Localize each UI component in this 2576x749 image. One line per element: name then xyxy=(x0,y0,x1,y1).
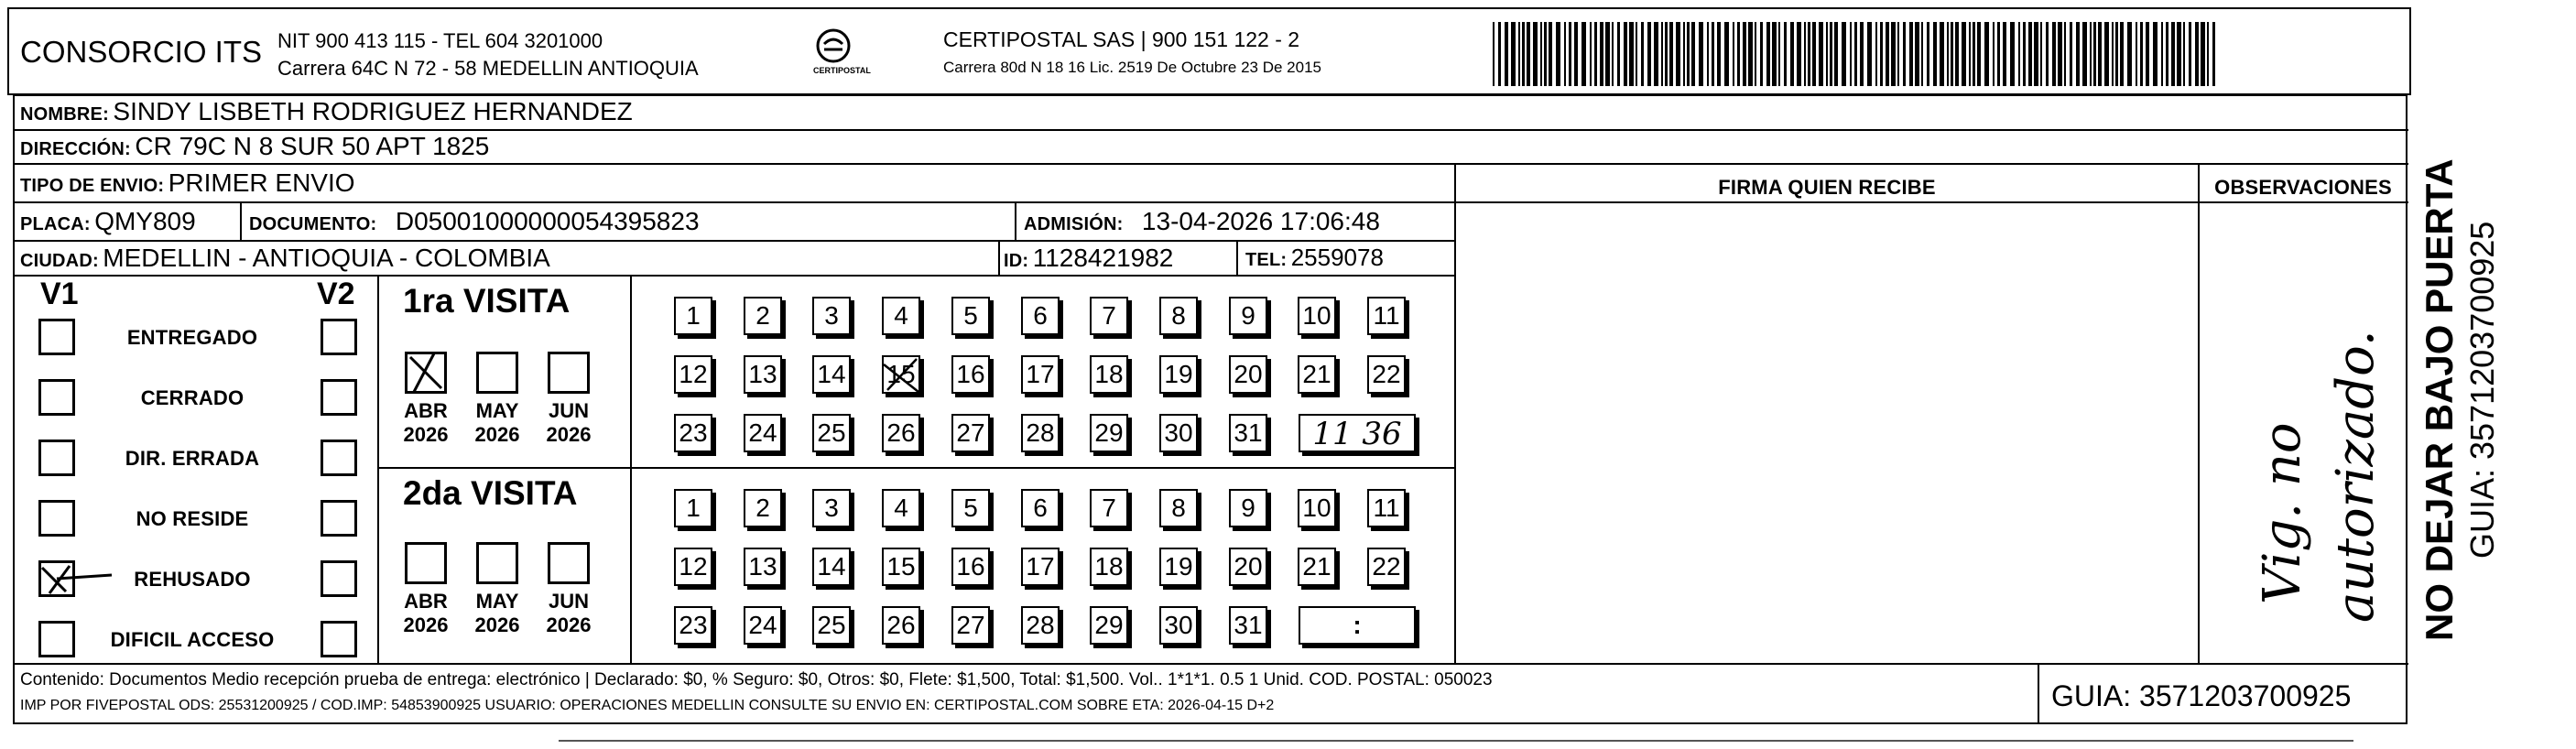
second-visit-title: 2da VISITA xyxy=(403,474,578,512)
company-name: CONSORCIO ITS xyxy=(20,35,263,69)
admission-value: 13-04-2026 17:06:48 xyxy=(1141,207,1380,235)
plate-label: PLACA: xyxy=(20,214,91,234)
barcode-bar xyxy=(1784,22,1787,86)
day-box[interactable]: 24 xyxy=(744,606,782,645)
barcode-bar xyxy=(1969,22,1971,86)
col-line xyxy=(630,275,632,663)
day-box[interactable]: 17 xyxy=(1021,355,1060,394)
barcode-bar xyxy=(2023,22,2026,86)
day-box[interactable]: 29 xyxy=(1090,414,1128,452)
row-line xyxy=(13,240,1456,242)
barcode-bar xyxy=(1544,22,1547,86)
month-label: JUN xyxy=(548,399,589,422)
barcode-bar xyxy=(1533,22,1538,86)
day-box[interactable]: 20 xyxy=(1229,355,1267,394)
barcode-bar xyxy=(1612,22,1614,86)
tel-label: TEL: xyxy=(1245,250,1288,270)
footer-content: Contenido: Documentos Medio recepción prueba de entrega: electrónico | Declarado: $0, % Seguro: $0, Otros: $0, Flete: $1,500, Total: $1,500. Vol.. 1*1*1. 0.5 1 Unid. COD. POSTAL: 050023 xyxy=(20,670,1493,689)
day-box[interactable]: 20 xyxy=(1229,548,1267,586)
barcode-bar xyxy=(1549,22,1552,86)
admission-label: ADMISIÓN: xyxy=(1024,214,1124,234)
day-box[interactable]: 14 xyxy=(812,355,851,394)
barcode-bar xyxy=(1984,22,1989,86)
col-line xyxy=(2198,163,2200,663)
second-visit-time[interactable] xyxy=(1299,606,1416,645)
barcode-bar xyxy=(2136,22,2137,86)
day-box[interactable]: 21 xyxy=(1298,548,1336,586)
admission-row xyxy=(1024,207,1380,236)
day-box[interactable]: 2 xyxy=(744,297,782,335)
barcode-bar xyxy=(1748,22,1753,86)
day-box[interactable]: 15 xyxy=(882,355,920,394)
col-line xyxy=(998,240,1000,275)
address-row xyxy=(20,132,489,161)
row-line xyxy=(13,275,1456,277)
month-checkbox[interactable] xyxy=(548,542,590,584)
plate-row xyxy=(20,207,196,236)
barcode-bar xyxy=(2212,22,2215,86)
year-label: 2026 xyxy=(403,613,449,636)
address-value: CR 79C N 8 SUR 50 APT 1825 xyxy=(135,132,490,160)
barcode-bar xyxy=(2034,22,2038,86)
document-row xyxy=(249,207,700,236)
bottom-rule xyxy=(559,740,2353,742)
day-box[interactable]: 16 xyxy=(951,355,990,394)
barcode-bar xyxy=(1927,22,1929,86)
day-box[interactable]: 16 xyxy=(951,548,990,586)
barcode-bar xyxy=(2076,22,2080,86)
status-v2-checkbox[interactable] xyxy=(321,560,357,597)
barcode-bar xyxy=(1834,22,1838,86)
col-line xyxy=(2038,663,2039,724)
barcode-bar xyxy=(1624,22,1627,86)
status-label: DIR. ERRADA xyxy=(125,447,260,470)
document-label: DOCUMENTO: xyxy=(249,214,377,234)
footer-guia: GUIA: 3571203700925 xyxy=(2051,679,2352,712)
month-label: JUN xyxy=(548,590,589,613)
day-box[interactable]: 23 xyxy=(674,606,712,645)
barcode-bar xyxy=(2146,22,2149,86)
city-value: MEDELLIN - ANTIOQUIA - COLOMBIA xyxy=(103,244,550,272)
day-box[interactable]: 2 xyxy=(744,489,782,527)
observation-handwritten-2: autorizado. xyxy=(2326,330,2386,623)
barcode-bar xyxy=(1804,22,1806,86)
barcode-bar xyxy=(1772,22,1777,86)
barcode-bar xyxy=(1569,22,1571,86)
barcode-bar xyxy=(2112,22,2114,86)
document-value: D05001000000054395823 xyxy=(395,207,700,235)
barcode-bar xyxy=(1699,22,1703,86)
barcode-bar xyxy=(1527,22,1530,86)
month-label: ABR xyxy=(404,399,448,422)
barcode-bar xyxy=(2018,22,2020,86)
barcode-bar xyxy=(1951,22,1953,86)
year-label: 2026 xyxy=(474,613,520,636)
barcode-bar xyxy=(1724,22,1729,86)
day-box[interactable]: 8 xyxy=(1159,297,1198,335)
year-label: 2026 xyxy=(403,423,449,446)
first-visit-title: 1ra VISITA xyxy=(403,282,571,320)
barcode-bar xyxy=(1691,22,1695,86)
company-address: Carrera 64C N 72 - 58 MEDELLIN ANTIOQUIA xyxy=(277,57,699,80)
barcode-bar xyxy=(1997,22,2000,86)
barcode-bar xyxy=(1641,22,1644,86)
day-box[interactable]: 11 xyxy=(1367,297,1406,335)
barcode-bar xyxy=(2098,22,2102,86)
day-box[interactable]: 30 xyxy=(1159,606,1198,645)
barcode-bar xyxy=(1880,22,1883,86)
month-label: MAY xyxy=(475,590,519,613)
status-v1-checkbox[interactable] xyxy=(38,440,75,476)
barcode-bar xyxy=(1733,22,1734,86)
barcode-bar xyxy=(1581,22,1586,86)
barcode-bar xyxy=(1854,22,1857,86)
status-label: DIFICIL ACCESO xyxy=(110,628,275,651)
status-v2-checkbox[interactable] xyxy=(321,319,357,355)
barcode-bar xyxy=(2171,22,2175,86)
month-label: ABR xyxy=(404,590,448,613)
day-box[interactable]: 25 xyxy=(812,606,851,645)
month-checkbox[interactable] xyxy=(405,542,447,584)
barcode-bar xyxy=(2189,22,2191,86)
day-box[interactable]: 18 xyxy=(1090,355,1128,394)
status-v1-checkbox[interactable] xyxy=(38,319,75,355)
signature-label: FIRMA QUIEN RECIBE xyxy=(1718,176,1936,199)
day-box[interactable]: 6 xyxy=(1021,297,1060,335)
barcode-bar xyxy=(2003,22,2006,86)
day-box[interactable]: 1 xyxy=(674,489,712,527)
status-v1-checkbox[interactable] xyxy=(38,379,75,416)
barcode-bar xyxy=(1574,22,1578,86)
barcode-bar xyxy=(1909,22,1913,86)
barcode-bar xyxy=(1654,22,1658,86)
barcode-bar xyxy=(2201,22,2205,86)
col-line xyxy=(1236,240,1238,275)
barcode-bar xyxy=(1636,22,1637,86)
day-box[interactable]: 1 xyxy=(674,297,712,335)
day-box[interactable]: 28 xyxy=(1021,414,1060,452)
day-box[interactable]: 5 xyxy=(951,297,990,335)
barcode-bar xyxy=(2104,22,2109,86)
barcode-bar xyxy=(2064,22,2066,86)
barcode-bar xyxy=(2046,22,2049,86)
day-box[interactable]: 27 xyxy=(951,606,990,645)
barcode-bar xyxy=(1886,22,1889,86)
barcode-bar xyxy=(1903,22,1906,86)
month-checkbox[interactable] xyxy=(548,352,590,394)
second-visit-time-placeholder: : xyxy=(1353,611,1362,639)
col-line xyxy=(240,201,242,240)
barcode-bar xyxy=(1790,22,1794,86)
first-visit-time xyxy=(1299,414,1416,452)
barcode-bar xyxy=(1842,22,1846,86)
barcode-bar xyxy=(1743,22,1746,86)
name-row xyxy=(20,97,633,126)
status-label: NO RESIDE xyxy=(136,507,249,530)
barcode-bar xyxy=(2127,22,2132,86)
barcode-bar xyxy=(1493,22,1495,86)
first-visit-time-value: 11 36 xyxy=(1312,416,1402,452)
barcode-bar xyxy=(1955,22,1959,86)
month-checkbox[interactable] xyxy=(405,352,447,394)
row-line xyxy=(377,467,1454,469)
carrier-address: Carrera 80d N 18 16 Lic. 2519 De Octubre 23 De 2015 xyxy=(943,59,1321,76)
id-label: ID: xyxy=(1004,251,1029,271)
barcode-bar xyxy=(1867,22,1872,86)
barcode-bar xyxy=(1875,22,1877,86)
barcode-bar xyxy=(1600,22,1603,86)
barcode-bar xyxy=(1498,22,1501,86)
day-box[interactable]: 25 xyxy=(812,414,851,452)
v2-label: V2 xyxy=(317,277,355,311)
day-box[interactable]: 26 xyxy=(882,414,920,452)
barcode-bar xyxy=(1819,22,1823,86)
send-type-row xyxy=(20,168,355,198)
barcode-bar xyxy=(2115,22,2118,86)
barcode-bar xyxy=(2010,22,2015,86)
day-box[interactable]: 6 xyxy=(1021,489,1060,527)
day-box[interactable]: 11 xyxy=(1367,489,1406,527)
plate-value: QMY809 xyxy=(94,207,196,235)
barcode-bar xyxy=(2207,22,2209,86)
day-box[interactable]: 24 xyxy=(744,414,782,452)
barcode-bar xyxy=(1717,22,1721,86)
day-box[interactable]: 18 xyxy=(1090,548,1128,586)
barcode-bar xyxy=(2093,22,2096,86)
name-value: SINDY LISBETH RODRIGUEZ HERNANDEZ xyxy=(113,97,633,125)
barcode-bar xyxy=(1940,22,1944,86)
day-box[interactable]: 31 xyxy=(1229,606,1267,645)
col-line xyxy=(377,275,379,663)
day-box[interactable]: 4 xyxy=(882,297,920,335)
barcode-bar xyxy=(1511,22,1516,86)
day-box[interactable]: 21 xyxy=(1298,355,1336,394)
status-v1-checkbox[interactable] xyxy=(38,621,75,657)
day-box[interactable]: 14 xyxy=(812,548,851,586)
day-box[interactable]: 5 xyxy=(951,489,990,527)
day-box[interactable]: 30 xyxy=(1159,414,1198,452)
year-label: 2026 xyxy=(546,423,592,446)
side-guia: GUIA: 3571203700925 xyxy=(2463,221,2501,559)
city-row xyxy=(20,244,550,273)
observation-handwritten-1: Vig. no xyxy=(2253,422,2312,604)
barcode-bar xyxy=(2183,22,2185,86)
barcode-bar xyxy=(1973,22,1975,86)
barcode-bar xyxy=(1921,22,1923,86)
barcode-bar xyxy=(1766,22,1770,86)
year-label: 2026 xyxy=(474,423,520,446)
day-box[interactable]: 7 xyxy=(1090,489,1128,527)
day-box[interactable]: 13 xyxy=(744,355,782,394)
barcode xyxy=(1493,22,2225,86)
barcode-bar xyxy=(2028,22,2032,86)
row-line xyxy=(13,163,2408,165)
id-value: 1128421982 xyxy=(1032,244,1174,272)
day-box[interactable]: 9 xyxy=(1229,489,1267,527)
barcode-bar xyxy=(2153,22,2158,86)
day-box[interactable]: 10 xyxy=(1298,489,1336,527)
row-line xyxy=(13,129,2408,131)
day-box[interactable]: 12 xyxy=(674,355,712,394)
barcode-bar xyxy=(2177,22,2181,86)
status-v1-checkbox[interactable] xyxy=(38,500,75,537)
barcode-bar xyxy=(1617,22,1620,86)
barcode-bar xyxy=(1669,22,1673,86)
barcode-bar xyxy=(1915,22,1919,86)
barcode-bar xyxy=(1564,22,1566,86)
observations-label: OBSERVACIONES xyxy=(2214,176,2392,199)
col-line xyxy=(1454,163,1456,663)
id-row xyxy=(1004,244,1173,273)
day-box[interactable]: 3 xyxy=(812,489,851,527)
barcode-bar xyxy=(1518,22,1520,86)
day-box[interactable]: 4 xyxy=(882,489,920,527)
barcode-bar xyxy=(2090,22,2092,86)
barcode-bar xyxy=(1590,22,1592,86)
barcode-bar xyxy=(2195,22,2199,86)
day-box[interactable]: 22 xyxy=(1367,355,1406,394)
barcode-bar xyxy=(1755,22,1756,86)
day-box[interactable]: 29 xyxy=(1090,606,1128,645)
barcode-bar xyxy=(1850,22,1852,86)
barcode-bar xyxy=(2082,22,2087,86)
day-box[interactable]: 23 xyxy=(674,414,712,452)
day-box[interactable]: 15 xyxy=(882,548,920,586)
day-box[interactable]: 12 xyxy=(674,548,712,586)
barcode-bar xyxy=(1993,22,1994,86)
day-box[interactable]: 3 xyxy=(812,297,851,335)
company-nit: NIT 900 413 115 - TEL 604 3201000 xyxy=(277,29,603,52)
carrier-line: CERTIPOSTAL SAS | 900 151 122 - 2 xyxy=(943,27,1300,51)
tel-value: 2559078 xyxy=(1290,244,1384,271)
day-box[interactable]: 26 xyxy=(882,606,920,645)
send-type-value: PRIMER ENVIO xyxy=(168,168,355,197)
barcode-bar xyxy=(1947,22,1949,86)
day-box[interactable]: 17 xyxy=(1021,548,1060,586)
barcode-bar xyxy=(2058,22,2062,86)
barcode-bar xyxy=(1826,22,1828,86)
barcode-bar xyxy=(1830,22,1832,86)
barcode-bar xyxy=(2052,22,2056,86)
status-v2-checkbox[interactable] xyxy=(321,500,357,537)
barcode-bar xyxy=(2140,22,2143,86)
address-label: DIRECCIÓN: xyxy=(20,139,131,159)
day-box[interactable]: 8 xyxy=(1159,489,1198,527)
barcode-bar xyxy=(1962,22,1966,86)
send-type-label: TIPO DE ENVIO: xyxy=(20,176,165,196)
barcode-bar xyxy=(1760,22,1763,86)
barcode-bar xyxy=(1737,22,1740,86)
city-label: CIUDAD: xyxy=(20,251,99,271)
day-box[interactable]: 13 xyxy=(744,548,782,586)
barcode-bar xyxy=(1778,22,1780,86)
footer-print-info: IMP POR FIVEPOSTAL ODS: 25531200925 / COD.IMP: 54853900925 USUARIO: OPERACIONES MEDELLIN CONSULTE SU ENVIO EN: CERTIPOSTAL.COM SOBRE ETA: 2026-04-15 D+2 xyxy=(20,698,1275,713)
barcode-bar xyxy=(1540,22,1542,86)
tel-row xyxy=(1245,244,1384,272)
status-v1-checkbox[interactable] xyxy=(38,560,75,597)
year-label: 2026 xyxy=(546,613,592,636)
day-box[interactable]: 19 xyxy=(1159,548,1198,586)
month-checkbox[interactable] xyxy=(476,352,518,394)
barcode-bar xyxy=(1629,22,1634,86)
month-label: MAY xyxy=(475,399,519,422)
barcode-bar xyxy=(1808,22,1810,86)
barcode-bar xyxy=(1812,22,1816,86)
barcode-bar xyxy=(1977,22,1981,86)
barcode-bar xyxy=(1676,22,1680,86)
barcode-bar xyxy=(2070,22,2072,86)
status-label: CERRADO xyxy=(140,386,245,409)
barcode-bar xyxy=(1505,22,1508,86)
certipostal-logo: CERTIPOSTAL xyxy=(813,27,914,77)
barcode-bar xyxy=(1797,22,1801,86)
barcode-bar xyxy=(1647,22,1651,86)
row-line xyxy=(13,663,2408,665)
barcode-bar xyxy=(1661,22,1663,86)
day-box[interactable]: 7 xyxy=(1090,297,1128,335)
day-box[interactable]: 31 xyxy=(1229,414,1267,452)
barcode-bar xyxy=(1522,22,1525,86)
v1-label: V1 xyxy=(40,277,79,311)
barcode-bar xyxy=(2040,22,2042,86)
barcode-bar xyxy=(1897,22,1899,86)
day-box[interactable]: 10 xyxy=(1298,297,1336,335)
row-line xyxy=(13,201,2408,203)
barcode-bar xyxy=(1707,22,1709,86)
barcode-bar xyxy=(1683,22,1685,86)
barcode-bar xyxy=(1712,22,1714,86)
status-label: ENTREGADO xyxy=(126,326,258,349)
col-line xyxy=(1015,201,1016,240)
barcode-bar xyxy=(2161,22,2163,86)
status-v2-checkbox[interactable] xyxy=(321,621,357,657)
barcode-bar xyxy=(1594,22,1597,86)
day-box[interactable]: 9 xyxy=(1229,297,1267,335)
barcode-bar xyxy=(1891,22,1896,86)
day-box[interactable]: 28 xyxy=(1021,606,1060,645)
barcode-bar xyxy=(1556,22,1560,86)
month-checkbox[interactable] xyxy=(476,542,518,584)
status-v2-checkbox[interactable] xyxy=(321,379,357,416)
barcode-bar xyxy=(2166,22,2168,86)
barcode-bar xyxy=(1605,22,1610,86)
barcode-bar xyxy=(1665,22,1668,86)
side-warning: NO DEJAR BAJO PUERTA xyxy=(2418,158,2461,641)
barcode-bar xyxy=(1687,22,1690,86)
status-v2-checkbox[interactable] xyxy=(321,440,357,476)
name-label: NOMBRE: xyxy=(20,104,109,125)
status-label: REHUSADO xyxy=(134,568,251,591)
barcode-bar xyxy=(1860,22,1864,86)
barcode-bar xyxy=(1933,22,1937,86)
barcode-bar xyxy=(2120,22,2124,86)
day-box[interactable]: 22 xyxy=(1367,548,1406,586)
day-box[interactable]: 19 xyxy=(1159,355,1198,394)
day-box[interactable]: 27 xyxy=(951,414,990,452)
